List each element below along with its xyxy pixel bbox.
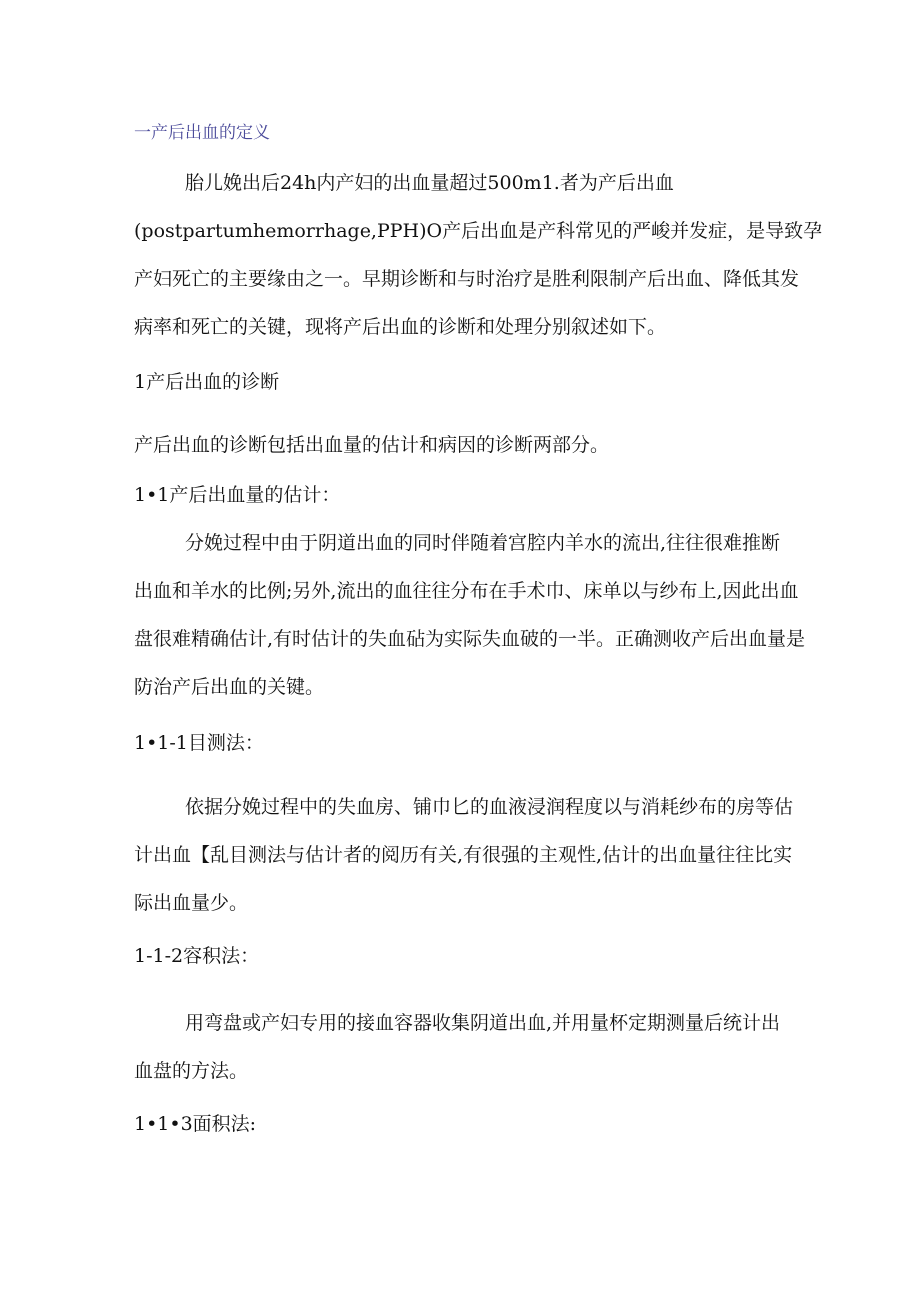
heading-1-1-3: 1•1•3面积法:	[134, 1113, 257, 1135]
diagnosis-summary: 产后出血的诊断包括出血量的估计和病因的诊断两部分。	[134, 434, 610, 456]
visual-line-3: 际出血量少。	[134, 892, 249, 914]
visual-line-2: 计出血【乱目测法与估计者的阅历有关,有很强的主观性,估计的出血量往往比实	[134, 844, 793, 866]
volume-line-1: 用弯盘或产妇专用的接血容器收集阴道出血,并用量杯定期测量后统计出	[185, 1012, 781, 1034]
visual-line-1: 依据分娩过程中的失血房、铺巾匕的血液浸润程度以与消耗纱布的房等估	[185, 796, 794, 818]
estimation-line-4: 防治产后出血的关键。	[134, 676, 325, 698]
heading-1-1-2: 1-1-2容积法：	[134, 945, 260, 967]
estimation-line-1: 分娩过程中由于阴道出血的同时伴随着宫腔内羊水的流出,往往很难推断	[185, 532, 781, 554]
heading-1: 1产后出血的诊断	[134, 371, 280, 393]
estimation-line-3: 盘很难精确估计,有时估计的失血砧为实际失血破的一半。正确测收产后出血量是	[134, 628, 806, 650]
estimation-line-2: 出血和羊水的比例;另外,流出的血往往分布在手术巾、床单以与纱布上,因此出血	[134, 580, 799, 602]
volume-line-2: 血盘的方法。	[134, 1060, 249, 1082]
intro-line-3: 产妇死亡的主要缘由之一。早期诊断和与时治疗是胜利限制产后出血、降低其发	[134, 268, 800, 290]
intro-line-2: (postpartumhemorrhage,PPH)O产后出血是产科常见的严峻并发症，是导致孕	[134, 220, 823, 242]
heading-1-1-1: 1•1-1目测法：	[134, 732, 264, 754]
section-title: 一产后出血的定义	[134, 123, 270, 143]
intro-line-1: 胎儿娩出后24h内产妇的出血量超过500m1.者为产后出血	[185, 172, 674, 194]
heading-1-1: 1•1产后出血量的估计：	[134, 484, 341, 506]
intro-line-4: 病率和死亡的关键，现将产后出血的诊断和处理分别叙述如下。	[134, 316, 667, 338]
